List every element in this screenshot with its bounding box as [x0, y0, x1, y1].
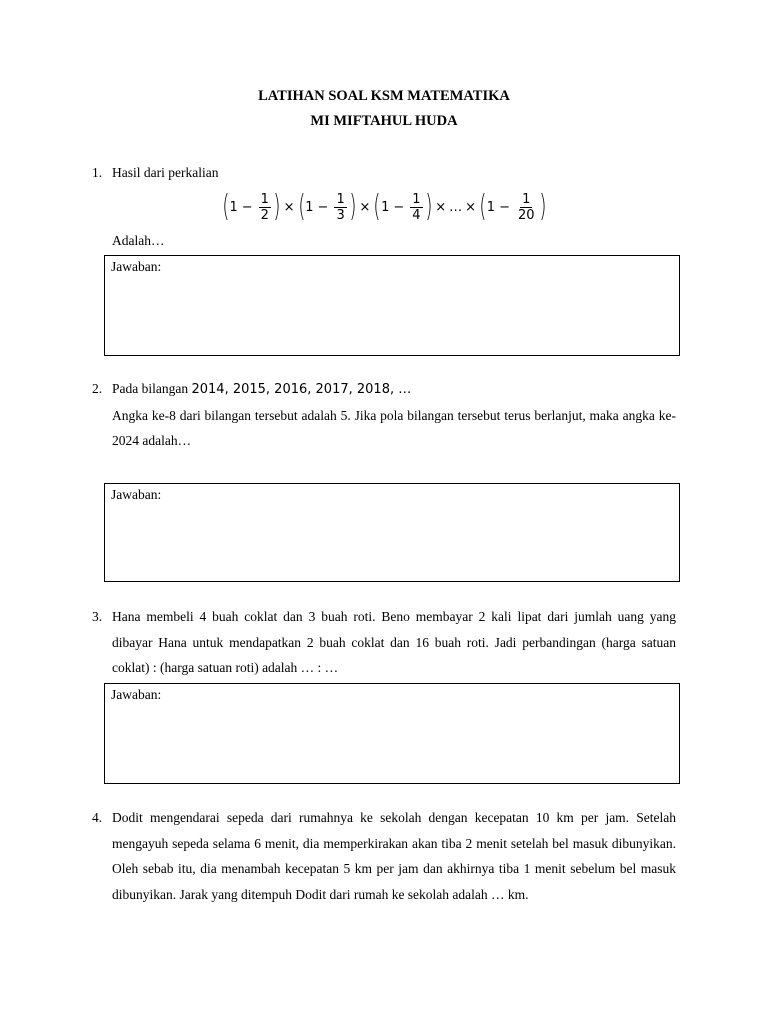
answer-box-1[interactable]: [104, 255, 680, 356]
answer-box-2[interactable]: [104, 483, 680, 582]
question-number: 2.: [92, 381, 103, 396]
document-title: LATIHAN SOAL KSM MATEMATIKA: [258, 88, 510, 104]
fraction: $\frac{1}{3}$: [336, 191, 345, 223]
fraction: $\frac{1}{20}$: [517, 191, 535, 223]
question-3: [92, 604, 676, 681]
answer-label: Jawaban:: [111, 687, 162, 702]
question-lead: Pada bilangan: [112, 381, 192, 396]
factor-2: ( 1 − $\frac{1}{3}$ ): [297, 189, 357, 224]
number-sequence: 2014, 2015, 2016, 2017, 2018, …: [191, 382, 412, 397]
question-number: 1.: [92, 165, 103, 180]
question-text: Hana membeli 4 buah coklat dan 3 buah roti. Beno membayar 2 kali lipat dari jumlah uang yang dibayar Hana untuk mendapatkan 2 buah coklat dan 16 buah roti. Jadi perbandingan (harga satuan coklat) : (harga satuan roti) adalah … : …: [112, 609, 676, 675]
product-formula: ( 1 − $\frac{1}{2}$ ) × ( 1 − $\frac{1}{3}$ ) × ( 1 − $\frac{1}{4}$ ) × … × ( 1 − $\frac{1}{20}$ ): [222, 189, 546, 224]
question-1: [92, 160, 676, 186]
answer-box-3[interactable]: [104, 683, 680, 784]
ellipsis: …: [449, 199, 463, 215]
factor-1: ( 1 − $\frac{1}{2}$ ): [222, 189, 281, 224]
fraction: $\frac{1}{4}$: [412, 191, 421, 223]
question-4: [92, 805, 676, 907]
question-number: 3.: [92, 609, 103, 624]
answer-label: Jawaban:: [111, 487, 162, 502]
question-1-suffix: Adalah…: [112, 233, 165, 248]
fraction: $\frac{1}{2}$: [260, 191, 269, 223]
question-text: Hasil dari perkalian: [112, 165, 219, 180]
factor-last: ( 1 − $\frac{1}{20}$ ): [479, 189, 546, 224]
question-text: Dodit mengendarai sepeda dari rumahnya ke sekolah dengan kecepatan 10 km per jam. Setelah mengayuh sepeda selama 6 menit, dia memperkirakan akan tiba 2 menit setelah bel masuk dibunyikan. Oleh sebab itu, dia menambah kecepatan 5 km per jam dan akhirnya tiba 1 menit sebelum bel masuk dibunyikan. Jarak yang ditempuh Dodit dari rumah ke sekolah adalah … km.: [112, 810, 676, 902]
question-2: [92, 376, 676, 454]
question-number: 4.: [92, 810, 103, 825]
answer-label: Jawaban:: [111, 259, 162, 274]
document-subtitle: MI MIFTAHUL HUDA: [310, 113, 458, 129]
question-text: Angka ke-8 dari bilangan tersebut adalah 5. Jika pola bilangan tersebut terus berlanjut, maka angka ke-2024 adalah…: [112, 407, 676, 448]
factor-3: ( 1 − $\frac{1}{4}$ ): [373, 189, 432, 224]
